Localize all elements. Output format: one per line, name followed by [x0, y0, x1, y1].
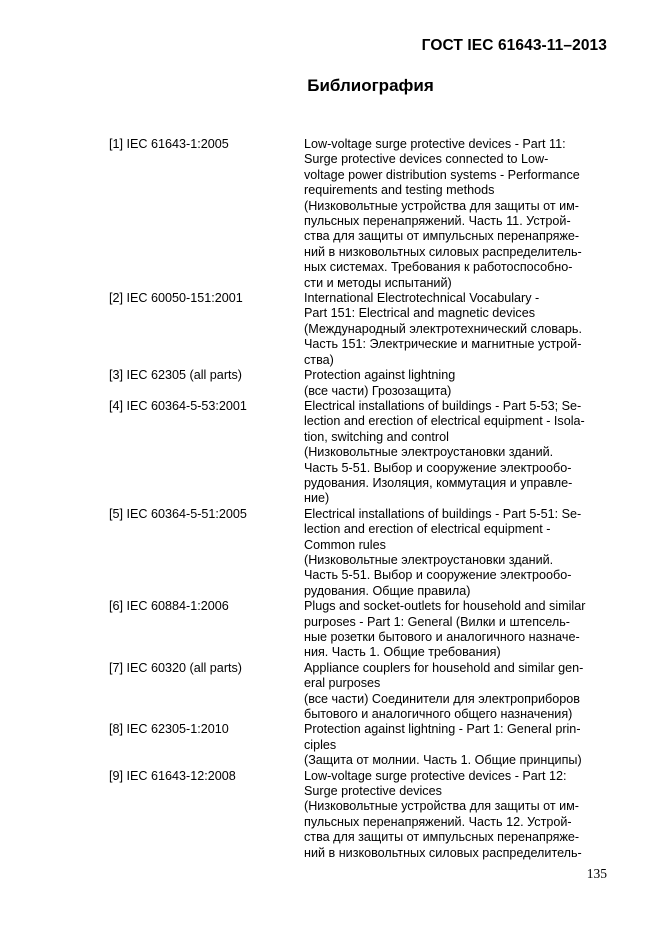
description-line: Surge protective devices: [304, 784, 442, 799]
entry-reference: [8] IEC 62305-1:2010: [109, 722, 229, 737]
entry-reference: [6] IEC 60884-1:2006: [109, 599, 229, 614]
bibliography-entry: [109, 661, 607, 723]
description-line: Protection against lightning - Part 1: General prin-: [304, 722, 581, 737]
description-line: Low-voltage surge protective devices - Part 12:: [304, 768, 567, 783]
entry-description: [304, 399, 607, 507]
description-line: (Низковольтные электроустановки зданий.: [304, 445, 554, 460]
entry-description: [304, 507, 607, 599]
description-line: бытового и аналогичного общего назначения): [304, 707, 573, 722]
description-line: Electrical installations of buildings - Part 5-51: Se-: [304, 506, 582, 521]
description-line: Part 151: Electrical and magnetic devices: [304, 306, 536, 321]
description-line: Часть 151: Электрические и магнитные устрой-: [304, 337, 582, 352]
description-line: Surge protective devices connected to Low-: [304, 152, 549, 167]
description-line: (Международный электротехнический словарь.: [304, 321, 582, 336]
description-line: пульсных перенапряжений. Часть 11. Устрой-: [304, 214, 571, 229]
description-line: eral purposes: [304, 676, 381, 691]
description-line: (Низковольтные электроустановки зданий.: [304, 552, 554, 567]
description-line: Часть 5-51. Выбор и сооружение электрообо-: [304, 460, 572, 475]
entry-description: [304, 769, 607, 861]
bibliography-entry: [109, 368, 607, 399]
description-line: ние): [304, 491, 330, 506]
description-line: (все части) Грозозащита): [304, 383, 452, 398]
description-line: Common rules: [304, 537, 386, 552]
description-line: ные розетки бытового и аналогичного назначе-: [304, 630, 580, 644]
bibliography-entry: [109, 599, 607, 661]
entry-reference: [7] IEC 60320 (all parts): [109, 660, 242, 675]
description-line: ства для защиты от импульсных перенапряже-: [304, 830, 580, 845]
description-line: сти и методы испытаний): [304, 275, 452, 290]
entry-reference: [3] IEC 62305 (all parts): [109, 368, 242, 383]
description-line: пульсных перенапряжений. Часть 12. Устрой-: [304, 814, 572, 829]
description-line: Plugs and socket-outlets for household and similar: [304, 599, 586, 614]
description-line: ciples: [304, 737, 337, 752]
description-line: voltage power distribution systems - Performance: [304, 167, 580, 182]
description-line: purposes - Part 1: General (Вилки и штепсель-: [304, 614, 570, 629]
entry-reference: [5] IEC 60364-5-51:2005: [109, 506, 247, 521]
page-number: 135: [586, 866, 607, 881]
description-line: Low-voltage surge protective devices - Part 11:: [304, 137, 566, 151]
description-line: (Низковольтные устройства для защиты от им-: [304, 799, 580, 814]
description-line: (Защита от молнии. Часть 1. Общие принципы): [304, 753, 582, 768]
entry-reference: [2] IEC 60050-151:2001: [109, 291, 243, 306]
description-line: ства для защиты от импульсных перенапряже-: [304, 229, 580, 244]
entry-reference: [9] IEC 61643-12:2008: [109, 768, 236, 783]
entry-reference: [4] IEC 60364-5-53:2001: [109, 398, 247, 413]
description-line: Protection against lightning: [304, 368, 456, 383]
page-title: Библиография: [307, 76, 434, 95]
bibliography-entry: [109, 137, 607, 291]
bibliography-entry: [109, 507, 607, 599]
description-line: lection and erection of electrical equipment - Isola-: [304, 414, 585, 429]
bibliography-list: [109, 137, 607, 861]
bibliography-entry: [109, 722, 607, 768]
description-line: ний в низковольтных силовых распределитель-: [304, 244, 582, 259]
bibliography-entry: [109, 291, 607, 368]
entry-reference: [1] IEC 61643-1:2005: [109, 137, 229, 151]
description-line: ства): [304, 352, 334, 367]
description-line: lection and erection of electrical equipment -: [304, 522, 551, 537]
entry-description: [304, 722, 607, 768]
description-line: (все части) Соединители для электроприборов: [304, 691, 580, 706]
description-line: Часть 5-51. Выбор и сооружение электрообо-: [304, 568, 572, 583]
description-line: Electrical installations of buildings - Part 5-53; Se-: [304, 398, 582, 413]
description-line: Appliance couplers for household and similar gen-: [304, 660, 584, 675]
bibliography-entry: [109, 769, 607, 861]
entry-description: [304, 368, 607, 399]
description-line: рудования. Изоляция, коммутация и управле-: [304, 475, 573, 490]
description-line: рудования. Общие правила): [304, 583, 471, 598]
entry-description: [304, 599, 607, 661]
description-line: International Electrotechnical Vocabulary -: [304, 291, 540, 306]
bibliography-entry: [109, 399, 607, 507]
description-line: tion, switching and control: [304, 429, 449, 444]
entry-description: [304, 291, 607, 368]
description-line: ния. Часть 1. Общие требования): [304, 645, 501, 660]
entry-description: [304, 137, 607, 291]
document-code: ГОСТ IEC 61643-11–2013: [421, 37, 607, 54]
description-line: (Низковольтные устройства для защиты от им-: [304, 198, 580, 213]
description-line: ний в низковольтных силовых распределитель-: [304, 845, 582, 860]
description-line: ных системах. Требования к работоспособно-: [304, 260, 573, 275]
description-line: requirements and testing methods: [304, 183, 495, 198]
entry-description: [304, 661, 607, 723]
